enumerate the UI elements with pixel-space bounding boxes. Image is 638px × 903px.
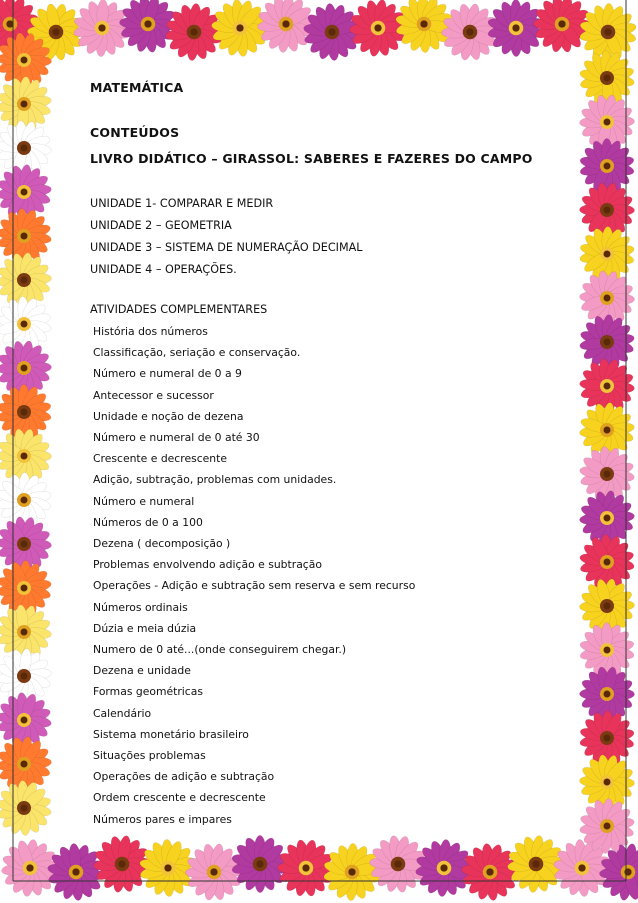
flower-icon [0, 472, 52, 527]
activity-item: Dezena e unidade [93, 664, 191, 678]
activity-item: Formas geométricas [93, 685, 203, 699]
flower-icon [0, 384, 52, 439]
unit-item: UNIDADE 4 – OPERAÇÕES. [90, 263, 237, 276]
activities-heading: ATIVIDADES COMPLEMENTARES [90, 303, 268, 316]
flower-icon [0, 76, 52, 132]
activity-item: Dúzia e meia dúzia [93, 621, 197, 635]
activity-item: Dezena ( decomposição ) [93, 537, 231, 550]
activity-item: Operações de adição e subtração [93, 770, 275, 784]
activity-item: Sistema monetário brasileiro [93, 727, 249, 741]
activity-item: Adição, subtração, problemas com unidades. [93, 473, 337, 487]
activity-item: Ordem crescente e decrescente [93, 791, 266, 805]
unit-item: UNIDADE 3 – SISTEMA DE NUMERAÇÃO DECIMAL [90, 241, 363, 254]
activity-item: Antecessor e sucessor [93, 388, 214, 402]
activity-item: Operações - Adição e subtração sem reserva e sem recurso [93, 579, 416, 593]
activity-item: Crescente e decrescente [93, 452, 228, 466]
activity-item: Numero de 0 até...(onde conseguirem chegar.) [93, 643, 347, 656]
activity-item: Situações problemas [93, 749, 206, 762]
document-content [90, 60, 590, 860]
unit-item: UNIDADE 1- COMPARAR E MEDIR [90, 197, 274, 210]
activity-item: Classificação, seriação e conservação. [93, 346, 301, 360]
activity-item: Números pares e impares [93, 812, 232, 826]
flower-icon [0, 648, 52, 704]
flower-icon [487, 0, 545, 57]
activity-item: Número e numeral [93, 494, 195, 508]
flower-icon [73, 0, 131, 57]
unit-item: UNIDADE 2 – GEOMETRIA [90, 219, 232, 232]
activity-item: Número e numeral de 0 até 30 [93, 431, 260, 444]
subject-title: MATEMÁTICA [90, 80, 184, 95]
activity-item: Números de 0 a 100 [93, 515, 203, 529]
activity-item: Problemas envolvendo adição e subtração [93, 558, 322, 572]
activity-item: Número e numeral de 0 a 9 [93, 367, 242, 381]
flower-icon [0, 164, 52, 220]
activity-item: Unidade e noção de dezena [93, 409, 244, 423]
flower-icon [165, 3, 223, 61]
book-title: LIVRO DIDÁTICO – GIRASSOL: SABERES E FAZERES DO CAMPO [90, 151, 533, 166]
flower-icon [0, 560, 52, 616]
activity-item: História dos números [93, 325, 208, 338]
activity-item: Calendário [93, 706, 152, 720]
contents-heading: CONTEÚDOS [90, 125, 180, 140]
activity-item: Números ordinais [93, 600, 188, 614]
flower-icon [0, 780, 52, 836]
